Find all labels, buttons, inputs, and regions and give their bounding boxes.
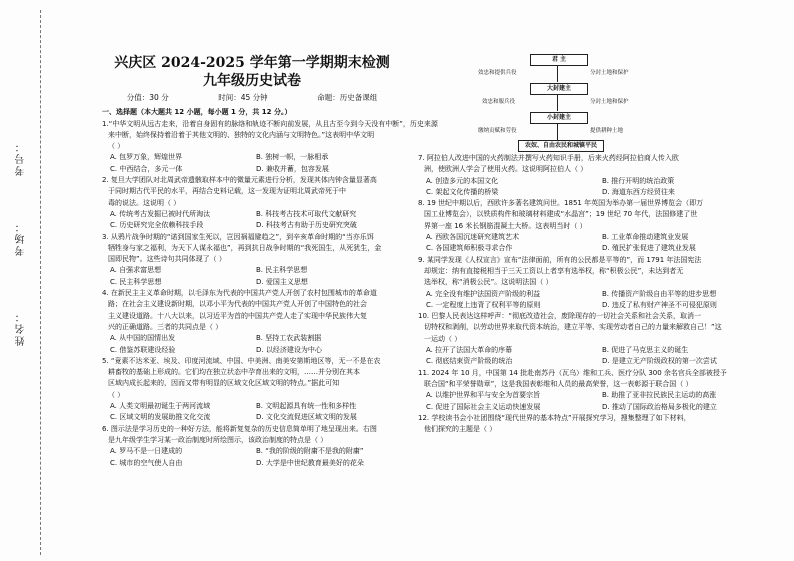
diagram-left-label: 缴纳贡赋和劳役 xyxy=(478,128,517,134)
diagram-left-label: 效忠和提供兵役 xyxy=(478,70,517,76)
option-c[interactable]: C. 城市的空气使人自由 xyxy=(110,458,183,467)
time-info: 时间：45 分钟 xyxy=(218,93,268,102)
option-a[interactable]: A. 从中国的国情出发 xyxy=(110,334,176,343)
diagram-box-lesser-lord: 小封建主 xyxy=(530,112,588,124)
question-text: 洲，使欧洲人学会了使用火药。这说明阿拉伯人（ ） xyxy=(424,165,588,174)
option-a[interactable]: A. 完全没有维护法国资产阶级的利益 xyxy=(426,289,541,298)
option-a[interactable]: A. 西欧各国沉迷研究建筑艺术 xyxy=(426,233,520,242)
option-a[interactable]: A. 人类文明最初诞生于两河流域 xyxy=(110,402,211,411)
question-text: 联合国“和平荣誉勋章”，这是我国表彰维和人员的最高荣誉，这一表彰源于联合国（ ） xyxy=(424,379,693,388)
option-b[interactable]: B. 助推了亚非拉民族民主运动的高涨 xyxy=(602,391,717,400)
question-4 xyxy=(102,288,402,356)
option-b[interactable]: B. 工业革命推动建筑业发展 xyxy=(602,233,689,242)
diagram-box-monarch: 君 主 xyxy=(530,54,588,66)
question-text: 1.“中华文明从远古走来，沿着自身固有的脉络和轨迹不断向前发展，从且古至今到今天没有中断”，历史来源 xyxy=(102,119,438,128)
option-b[interactable]: B. 科技考古技术可取代文献研究 xyxy=(256,209,357,218)
option-a[interactable]: A. 自强求富思想 xyxy=(110,266,162,275)
diagram-box-peasants: 农奴、自由农民和城镇平民 xyxy=(518,140,604,152)
question-text: 国工业博览会），以铁质构件和玻璃材料建成“水晶宫”；19 世纪 70 年代，法国修建了世 xyxy=(424,210,698,219)
binding-dashed-line xyxy=(40,10,41,555)
left-column xyxy=(102,0,438,469)
exam-room-label: 考场： xyxy=(16,220,27,256)
option-a[interactable]: A. 罗马不是一日建成的 xyxy=(110,447,183,456)
diagram-left-label: 效忠和服兵役 xyxy=(482,99,516,105)
section-heading: 一、选择题（本大题共 12 小题，每小题 1 分，共 12 分。） xyxy=(102,108,292,117)
question-text: 界第一座 16 米长钢筋混凝土大桥。这表明当时（ ） xyxy=(424,221,587,230)
option-a[interactable]: A. 以维护世界和平与安全为首要宗旨 xyxy=(426,391,541,400)
option-d[interactable]: D. 大学是中世纪教育最美好的花朵 xyxy=(256,458,364,467)
binding-margin xyxy=(0,0,40,561)
question-text: 选举权，称“消极公民”。这说明法国（ ） xyxy=(424,278,553,287)
diagram-right-label: 提供耕种土地 xyxy=(590,128,624,134)
option-d[interactable]: D. 违反了私有财产神圣不可侵犯原则 xyxy=(602,300,717,309)
question-text: 9. 某同学发现《人权宣言》宣布“法律面前，所有的公民都是平等的”，而 1791 年法国宪法 xyxy=(418,255,702,264)
exam-number-label: 考号： xyxy=(16,140,27,176)
option-c[interactable]: C. 一定程度上违背了权利平等的原则 xyxy=(426,300,541,309)
option-d[interactable]: D. 是建立无产阶级政权的第一次尝试 xyxy=(602,357,717,366)
option-a[interactable]: A. 包罗万象，辉煌世界 xyxy=(110,153,183,162)
question-text: 12. 学校读书会小社团围绕“现代世界的基本特点”开展探究学习，搜集整理了如下材料， xyxy=(418,413,691,422)
option-d[interactable]: D. 文化交流促进区域文明的发展 xyxy=(256,413,357,422)
question-text: 8. 19 世纪中期以后，西欧许多著名建筑问世。1851 年英国为举办第一届世界博览会（即万 xyxy=(418,199,704,208)
option-b[interactable]: B. 推行开明的统治政策 xyxy=(602,176,675,185)
exam-info-row xyxy=(102,92,402,103)
question-text: 2. 复旦大学团队对北周武帝遗骸取样本中的微量元素进行分析，发现其体内钟含量显著高 xyxy=(102,176,377,185)
question-text: （ ） xyxy=(108,390,125,399)
score-info: 分值：30 分 xyxy=(126,93,169,102)
question-12 xyxy=(418,413,778,436)
right-column xyxy=(418,0,778,435)
question-text: 切特权和剥削，以劳动世界来取代资本统治，建立平等、实现劳动者自己的力量来解救自己！”这 xyxy=(424,323,722,332)
question-text: 4. 在新民主主义革命时期，以毛泽东为代表的中国共产党人开创了农村包围城市的革命道 xyxy=(102,289,377,298)
question-text: 5. “竟素不达米亚、埃及、印度河流域、中国、中美洲、南美安第斯地区等，无一不是在农 xyxy=(102,356,381,365)
question-text: 3. 从鸦片战争时期的“诺到国家生死以，岂因祸福避趋之”，到辛亥革命时期的“当亦乐饵 xyxy=(102,232,374,241)
question-text: 兴的正确道路。三者的共同点是（ ） xyxy=(108,322,223,331)
question-text: 10. 巴黎人民表达这样呼声：“彻底改造社会，废除现存的一切社会关系和社会关系，取消一 xyxy=(418,312,701,321)
diagram-right-label: 分封土地和保护 xyxy=(590,99,629,105)
option-a[interactable]: A. 创造多元的本国文化 xyxy=(426,176,499,185)
option-d[interactable]: D. 爱国主义思想 xyxy=(256,277,308,286)
option-d[interactable]: D. 殖民扩张促进了建筑业发展 xyxy=(602,244,696,253)
option-b[interactable]: B. 促进了马克思主义的诞生 xyxy=(602,346,689,355)
question-text: 路；在社会主义建设新时期，以邓小平为代表的中国共产党人开创了中国特色的社会 xyxy=(108,300,367,309)
question-8 xyxy=(418,198,778,254)
question-text: 耕畜牧的基础上形成的。它们均在独立状态中孕育出来的文明，……并分别在其本 xyxy=(108,368,360,377)
question-text: 主义建设道路。十八大以来，以习近平为首的中国共产党人走了实现中华民族伟大复 xyxy=(108,311,367,320)
question-text: 却规定：纳有直接税相当于三天工资以上者享有选举权，称“积极公民”，未达到者无 xyxy=(424,266,684,275)
question-text: 区域内成长起来的，因而又带有明显的区域文化区域文明的特点。”据此可知 xyxy=(108,379,340,388)
option-c[interactable]: C. 各国建筑师积极寻求合作 xyxy=(426,244,513,253)
question-2 xyxy=(102,175,402,231)
option-c[interactable]: C. 历史研究完全依赖科技手段 xyxy=(110,221,204,230)
question-text: 国即民物”。这些诗句共同体现了（ ） xyxy=(108,255,226,264)
option-a[interactable]: A. 拉开了法国大革命的序幕 xyxy=(426,346,513,355)
question-10 xyxy=(418,311,778,367)
option-c[interactable]: C. 彻底结束资产阶级的统治 xyxy=(426,357,513,366)
option-b[interactable]: B. 民主科学思想 xyxy=(256,266,308,275)
question-11 xyxy=(418,368,778,413)
option-b[interactable]: B. 传播资产阶级自由平等的进步思想 xyxy=(602,289,717,298)
option-b[interactable]: B. 坚持工农武装割据 xyxy=(256,334,322,343)
option-a[interactable]: A. 传统考古发掘已被时代所淘汰 xyxy=(110,209,211,218)
question-text: 6. 图示法是学习历史的一种好方法，能将新复复杂的历史信息简单明了地呈现出来。右图 xyxy=(102,424,377,433)
exam-title-line1: 兴庆区 2024-2025 学年第一学期期末检测 xyxy=(114,55,390,71)
option-b[interactable]: B. 独树一帜，一脉相承 xyxy=(256,153,329,162)
question-5 xyxy=(102,356,402,424)
option-c[interactable]: C. 借鉴苏联建设经验 xyxy=(110,345,176,354)
question-text: （ ） xyxy=(108,142,125,151)
question-text: 11. 2024 年 10 月，中国第 14 批赴南苏丹（瓦乌）维和工兵、医疗分队 300 余名官兵全部被授予 xyxy=(418,368,727,377)
question-text: 7. 阿拉伯人改进中国的火药制法并撰写火药知识手册，后来火药经阿拉伯商人传入欧 xyxy=(418,154,679,162)
question-7 xyxy=(418,153,778,198)
option-c[interactable]: C. 民主科学思想 xyxy=(110,277,162,286)
diagram-box-great-lord: 大封建主 xyxy=(530,83,588,95)
option-d[interactable]: D. 海道东西方经贸往来 xyxy=(602,187,675,196)
option-c[interactable]: C. 架起文化传播的桥梁 xyxy=(426,187,499,196)
option-c[interactable]: C. 区域文明的发展助推文化交流 xyxy=(110,413,211,422)
option-c[interactable]: C. 中西结合，多元一体 xyxy=(110,164,183,173)
question-6 xyxy=(102,424,402,469)
question-text: 来中断，始终保持着沿着于其他文明的、独特的文化内涵与文明特色。”这表明中华文明 xyxy=(108,130,375,139)
option-d[interactable]: D. 兼收并蓄，包容发展 xyxy=(256,164,329,173)
question-1 xyxy=(102,119,438,175)
option-b[interactable]: B. “我的阶级的附庸不是我的附庸” xyxy=(256,447,364,456)
author-info: 命题：历史备课组 xyxy=(317,93,378,102)
question-text: 牺牲身与家之福利，为天下人谋永福也”，再到抗日战争时期的“我死国生，从死犹生，金 xyxy=(108,243,382,252)
question-text: 他们探究的主题是（ ） xyxy=(424,425,497,434)
diagram-right-label: 分封土地和保护 xyxy=(590,70,629,76)
question-text: 一运动（ ） xyxy=(424,334,462,343)
option-d[interactable]: D. 科技考古有助于历史研究突破 xyxy=(256,221,357,230)
question-text: 于同时期古代平民的水平，再结合史料记载，这一发现为证明北周武帝死于中 xyxy=(108,187,346,196)
option-c[interactable]: C. 促进了国际社会主义运动快速发展 xyxy=(426,402,541,411)
exam-title-line2: 九年级历史试卷 xyxy=(203,73,301,89)
question-text: 毒的说法。这说明（ ） xyxy=(108,198,181,207)
question-3 xyxy=(102,232,402,288)
question-9 xyxy=(418,255,778,311)
option-d[interactable]: D. 推动了国际政治格局多极化的建立 xyxy=(602,402,717,411)
option-b[interactable]: B. 文明起源具有统一性和多样性 xyxy=(256,402,357,411)
option-d[interactable]: D. 以经济建设为中心 xyxy=(256,345,322,354)
student-name-label: 姓名： xyxy=(16,310,27,346)
question-text: 是九年级学生学习某一政治制度时所绘图示，该政治制度的特点是（ ） xyxy=(108,435,328,444)
